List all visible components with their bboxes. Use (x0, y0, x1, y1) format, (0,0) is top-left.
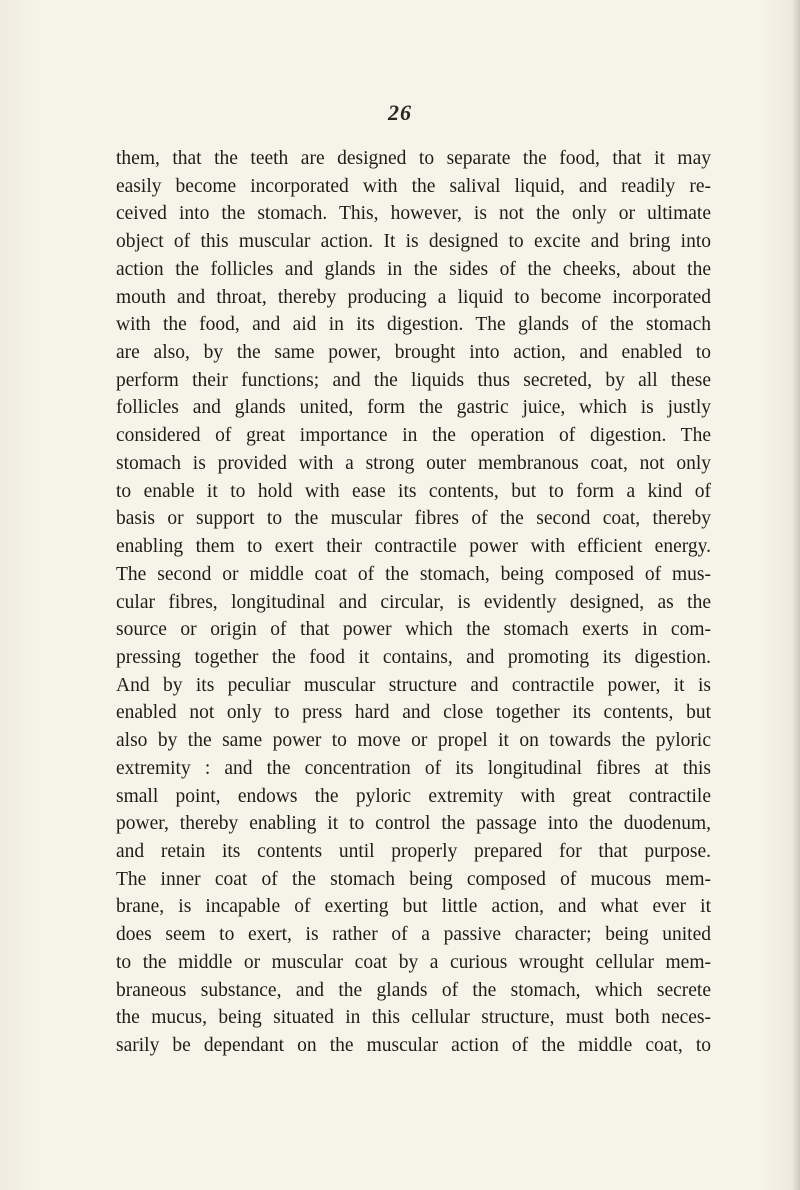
text-line: also by the same power to move or propel it on towards the pyloric (116, 730, 711, 752)
page-edge-shadow (792, 0, 800, 1190)
body-text (116, 145, 711, 1060)
text-line: braneous substance, and the glands of the stomach, which secrete (116, 979, 711, 1001)
text-line: the mucus, being situated in this cellular structure, must both neces- (116, 1007, 711, 1029)
text-line: enabled not only to press hard and close together its contents, but (116, 702, 711, 724)
text-line: sarily be dependant on the muscular action of the middle coat, to (116, 1035, 711, 1056)
text-line: stomach is provided with a strong outer membranous coat, not only (116, 452, 711, 474)
text-line: The inner coat of the stomach being composed of mucous mem- (116, 868, 711, 890)
text-line: them, that the teeth are designed to separate the food, that it may (116, 148, 711, 169)
text-line: mouth and throat, thereby producing a liquid to become incorporated (116, 286, 711, 308)
text-line: The second or middle coat of the stomach, being composed of mus- (116, 563, 711, 585)
text-line: small point, endows the pyloric extremity with great contractile (116, 785, 711, 807)
text-line: pressing together the food it contains, and promoting its digestion. (116, 646, 711, 668)
text-line: with the food, and aid in its digestion. The glands of the stomach (116, 314, 711, 336)
text-line: enabling them to exert their contractile power with efficient energy. (116, 536, 711, 558)
text-line: source or origin of that power which the stomach exerts in com- (116, 619, 711, 641)
text-line: brane, is incapable of exerting but little action, and what ever it (116, 896, 711, 918)
text-line: object of this muscular action. It is designed to excite and bring into (116, 231, 711, 253)
text-line: cular fibres, longitudinal and circular, is evidently designed, as the (116, 591, 711, 613)
text-line: to enable it to hold with ease its contents, but to form a kind of (116, 480, 711, 502)
text-line: to the middle or muscular coat by a curious wrought cellular mem- (116, 951, 711, 973)
text-line: considered of great importance in the operation of digestion. The (116, 425, 711, 447)
text-line: power, thereby enabling it to control the passage into the duodenum, (116, 813, 711, 835)
text-line: perform their functions; and the liquids thus secreted, by all these (116, 369, 711, 391)
text-line: follicles and glands united, form the gastric juice, which is justly (116, 397, 711, 419)
text-line: easily become incorporated with the salival liquid, and readily re- (116, 175, 711, 197)
text-line: ceived into the stomach. This, however, is not the only or ultimate (116, 203, 711, 225)
text-line: basis or support to the muscular fibres of the second coat, thereby (116, 508, 711, 530)
text-line: action the follicles and glands in the sides of the cheeks, about the (116, 258, 711, 280)
text-line: extremity : and the concentration of its longitudinal fibres at this (116, 757, 711, 779)
text-line: does seem to exert, is rather of a passive character; being united (116, 924, 711, 946)
text-line: And by its peculiar muscular structure and contractile power, it is (116, 674, 711, 696)
page-number: 26 (388, 100, 412, 125)
text-line: are also, by the same power, brought into action, and enabled to (116, 342, 711, 364)
text-line: and retain its contents until properly prepared for that purpose. (116, 840, 711, 862)
